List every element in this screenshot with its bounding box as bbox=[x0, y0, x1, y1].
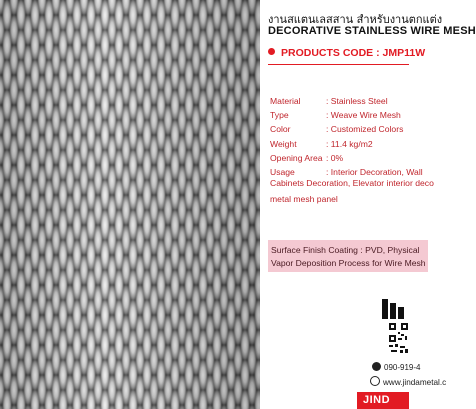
spec-value: : Interior Decoration, Wall bbox=[326, 166, 423, 177]
spec-value: : 0% bbox=[326, 152, 344, 163]
spec-value: : Weave Wire Mesh bbox=[326, 110, 401, 121]
spec-row bbox=[270, 165, 423, 179]
website-url[interactable]: www.jindametal.c bbox=[383, 378, 447, 387]
usage-continued-line: Cabinets Decoration, Elevator interior deco bbox=[270, 178, 434, 188]
usage-continued-line: metal mesh panel bbox=[270, 194, 338, 204]
spec-row bbox=[270, 122, 423, 136]
english-title: DECORATIVE STAINLESS WIRE MESH bbox=[268, 25, 476, 37]
phone-number: 090-919-4 bbox=[384, 363, 421, 372]
spec-label: Opening Area bbox=[270, 152, 323, 163]
brand-bar bbox=[357, 392, 409, 409]
spec-value: : 11.4 kg/m2 bbox=[326, 138, 373, 149]
bullet-icon bbox=[268, 48, 275, 55]
product-code-underline bbox=[268, 64, 409, 65]
phone-contact bbox=[372, 362, 420, 372]
spec-row bbox=[270, 137, 423, 151]
logo-icon bbox=[380, 297, 409, 321]
brand-name: JIND bbox=[363, 394, 391, 406]
spec-label: Material bbox=[270, 96, 301, 106]
spec-list bbox=[270, 94, 423, 179]
finish-line: Vapor Deposition Process for Wire Mesh bbox=[271, 258, 426, 268]
qr-code-icon bbox=[388, 322, 409, 355]
spec-value: : Stainless Steel bbox=[326, 96, 388, 106]
info-panel bbox=[260, 0, 476, 409]
spec-label: Type bbox=[270, 110, 289, 121]
phone-icon bbox=[372, 362, 381, 371]
product-code-text: PRODUCTS CODE : JMP11W bbox=[281, 47, 426, 59]
spec-row bbox=[270, 94, 423, 108]
finish-line: Surface Finish Coating : PVD, Physical bbox=[271, 245, 420, 255]
globe-icon bbox=[370, 376, 380, 386]
spec-label: Color bbox=[270, 124, 291, 135]
spec-value: : Customized Colors bbox=[326, 124, 404, 135]
thai-title: งานสแตนเลสสาน สำหรับงานตกแต่ง bbox=[268, 13, 443, 26]
product-code bbox=[268, 47, 425, 59]
spec-row bbox=[270, 151, 423, 165]
finish-box bbox=[268, 240, 428, 272]
website-contact[interactable] bbox=[370, 376, 446, 387]
spec-label: Weight bbox=[270, 138, 297, 149]
spec-label: Usage bbox=[270, 166, 295, 177]
spec-row bbox=[270, 108, 423, 122]
